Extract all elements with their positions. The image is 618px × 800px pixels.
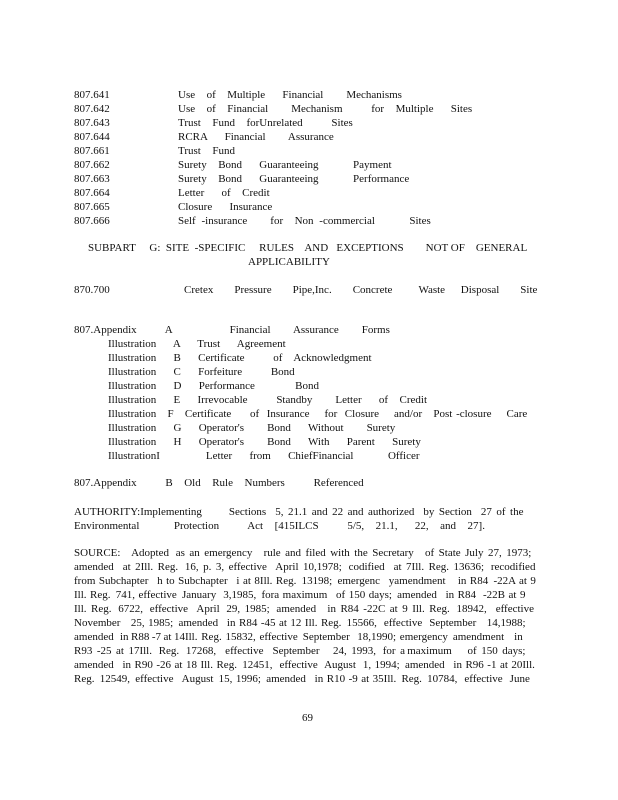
- toc-section-title: Use of Multiple Financial Mechanisms: [178, 89, 402, 101]
- authority-line: Environmental Protection Act [415ILCS 5/5, 21.1, 22, and 27].: [74, 520, 485, 532]
- toc-section-title: RCRA Financial Assurance: [178, 131, 334, 143]
- source-line: R93 -25 at 17Ill. Reg. 17268, effective September 24, 1993, for a maximum of 150 days;: [74, 645, 526, 657]
- toc-section-title: Surety Bond Guaranteeing Payment: [178, 159, 392, 171]
- toc-section-number: 807.666: [74, 215, 110, 227]
- site-specific-section-title: Cretex Pressure Pipe,Inc. Concrete Waste Disposal Site: [184, 284, 538, 296]
- illustration-item: Illustration G Operator's Bond Without Surety: [108, 422, 396, 434]
- illustration-item: Illustration B Certificate of Acknowledgment: [108, 352, 372, 364]
- toc-section-title: Trust Fund: [178, 145, 235, 157]
- source-line: November 25, 1985; amended in R84 -45 at 12 Ill. Reg. 15566, effective September 14,1988;: [74, 617, 526, 629]
- subpart-heading-continued: APPLICABILITY: [248, 256, 330, 268]
- toc-section-number: 807.663: [74, 173, 110, 185]
- illustration-item: Illustration A Trust Agreement: [108, 338, 286, 350]
- source-line: Reg. 12549, effective August 15, 1996; amended in R10 -9 at 35Ill. Reg. 10784, effective June: [74, 673, 530, 685]
- toc-section-number: 807.665: [74, 201, 110, 213]
- source-line: amended in R88 -7 at 14Ill. Reg. 15832, effective September 18,1990; emergency amendment in: [74, 631, 523, 643]
- illustration-item: Illustration E Irrevocable Standby Letter of Credit: [108, 394, 428, 406]
- toc-section-number: 807.644: [74, 131, 110, 143]
- source-line: Ill. Reg. 6722, effective April 29, 1985; amended in R84 -22C at 9 Ill. Reg. 18942, effective: [74, 603, 534, 615]
- toc-section-title: Self -insurance for Non -commercial Sites: [178, 215, 431, 227]
- illustration-item: Illustration D Performance Bond: [108, 380, 319, 392]
- toc-section-title: Trust Fund forUnrelated Sites: [178, 117, 353, 129]
- toc-section-number: 807.641: [74, 89, 110, 101]
- appendix-a-heading: 807.Appendix A Financial Assurance Forms: [74, 324, 390, 336]
- toc-section-number: 807.662: [74, 159, 110, 171]
- toc-section-number: 807.642: [74, 103, 110, 115]
- site-specific-section-number: 870.700: [74, 284, 110, 296]
- toc-section-number: 807.664: [74, 187, 110, 199]
- toc-section-title: Surety Bond Guaranteeing Performance: [178, 173, 410, 185]
- source-line: SOURCE: Adopted as an emergency rule and filed with the Secretary of State July 27, 1973;: [74, 547, 532, 559]
- source-line: from Subchapter h to Subchapter i at 8Ill. Reg. 13198; emergenc yamendment in R84 -22A at 9: [74, 575, 536, 587]
- toc-section-title: Closure Insurance: [178, 201, 273, 213]
- appendix-b-heading: 807.Appendix B Old Rule Numbers Referenced: [74, 477, 364, 489]
- illustration-item: Illustration H Operator's Bond With Parent Surety: [108, 436, 421, 448]
- illustration-item: Illustration F Certificate of Insurance for Closure and/or Post -closure Care: [108, 408, 528, 420]
- source-line: amended in R90 -26 at 18 Ill. Reg. 12451, effective August 1, 1994; amended in R96 -1 at 20Ill.: [74, 659, 535, 671]
- page-number: 69: [302, 712, 313, 724]
- toc-section-title: Letter of Credit: [178, 187, 270, 199]
- illustration-item: Illustration C Forfeiture Bond: [108, 366, 295, 378]
- source-line: Ill. Reg. 741, effective January 3,1985, fora maximum of 150 days; amended in R84 -22B at 9: [74, 589, 526, 601]
- toc-section-number: 807.661: [74, 145, 110, 157]
- toc-section-title: Use of Financial Mechanism for Multiple Sites: [178, 103, 473, 115]
- authority-line: AUTHORITY:Implementing Sections 5, 21.1 and 22 and authorized by Section 27 of the: [74, 506, 524, 518]
- illustration-item: IllustrationI Letter from ChiefFinancial Officer: [108, 450, 420, 462]
- subpart-heading: SUBPART G: SITE -SPECIFIC RULES AND EXCEPTIONS NOT OF GENERAL: [88, 242, 528, 254]
- source-line: amended at 2Ill. Reg. 16, p. 3, effective April 10,1978; codified at 7Ill. Reg. 13636; recodified: [74, 561, 536, 573]
- toc-section-number: 807.643: [74, 117, 110, 129]
